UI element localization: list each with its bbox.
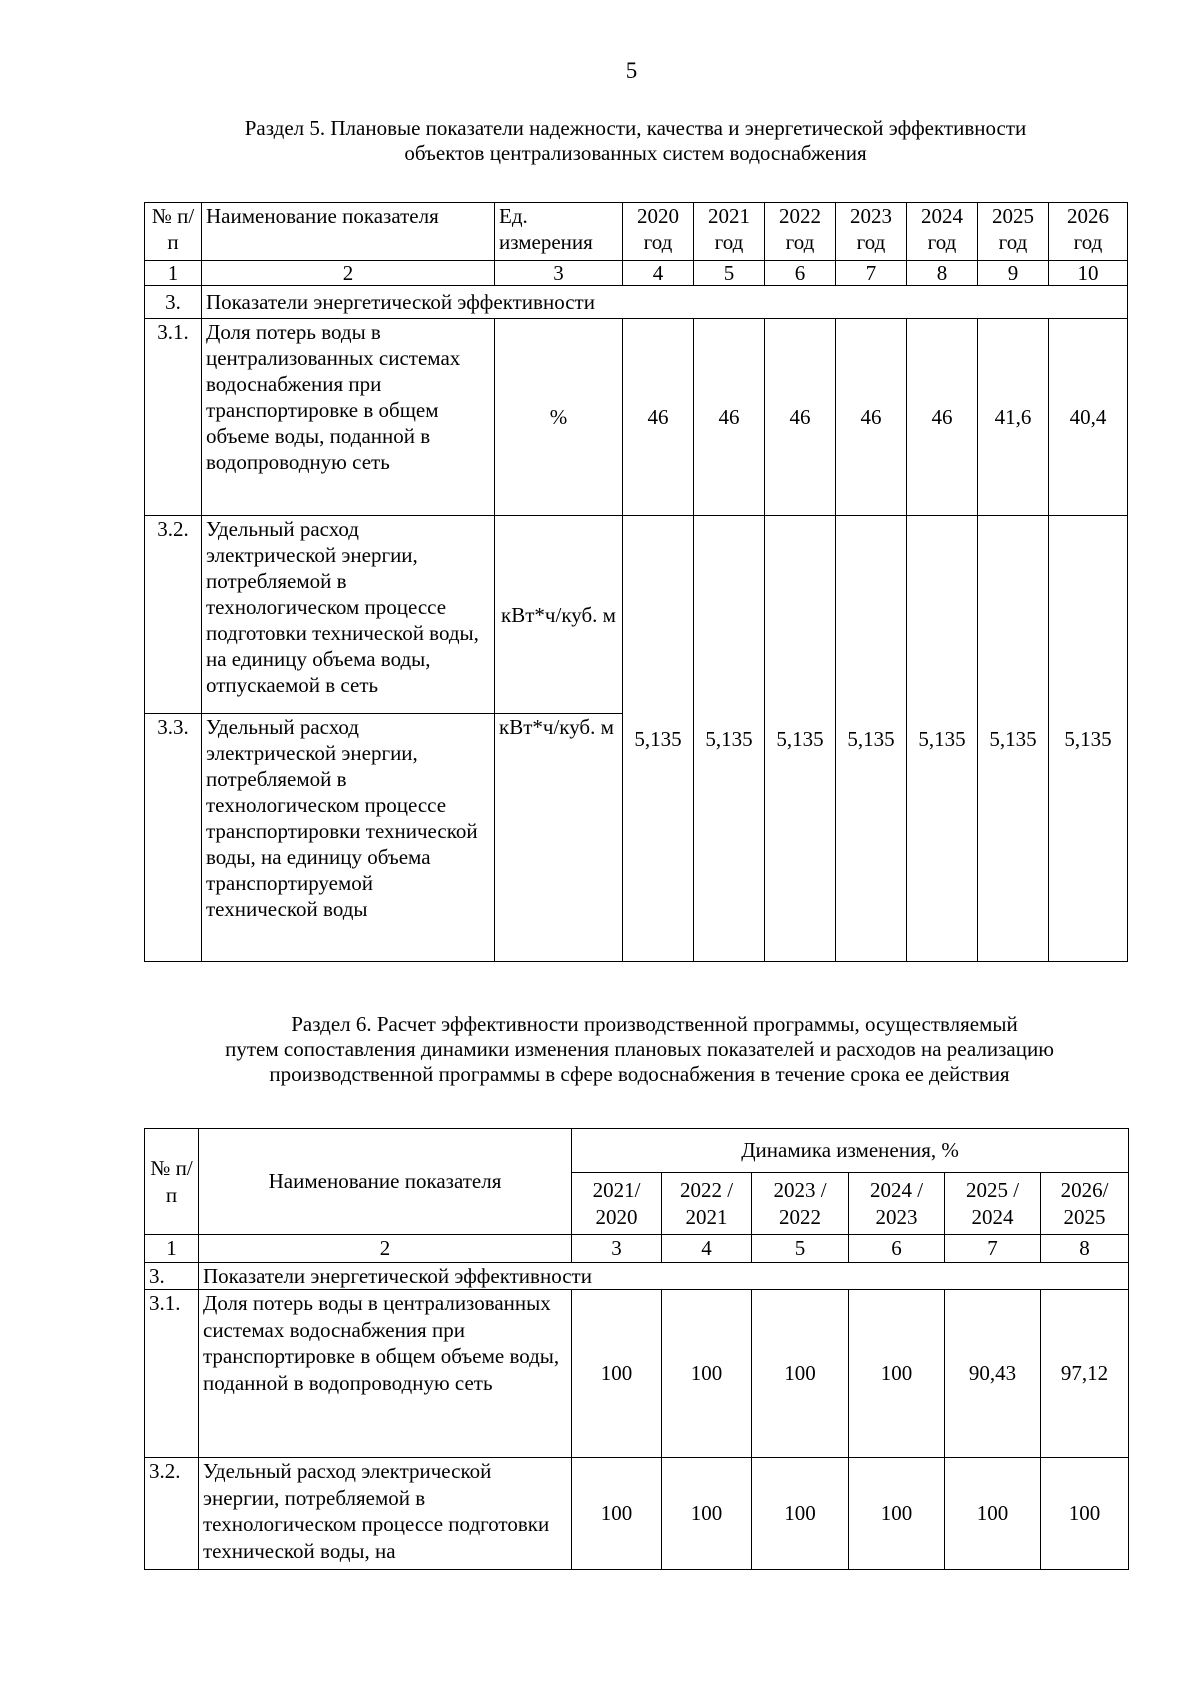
row-value: 46 <box>907 319 978 516</box>
header-period: 2025 / 2024 <box>945 1173 1041 1235</box>
row-name: Доля потерь воды в централизованных системах водоснабжения при транспортировке в общем объеме воды, поданной в водопроводную сеть <box>199 1290 572 1458</box>
column-number: 8 <box>1041 1235 1129 1263</box>
table-header-row <box>145 1129 1129 1173</box>
section5-title-line1: Раздел 5. Плановые показатели надежности, качества и энергетической эффективности <box>244 116 1027 140</box>
row-unit: кВт*ч/куб. м <box>495 714 623 962</box>
column-number-row <box>145 261 1128 286</box>
column-number-row <box>145 1235 1129 1263</box>
row-num: 3.3. <box>145 714 202 962</box>
row-value: 46 <box>623 319 694 516</box>
row-name: Удельный расход электрической энергии, потребляемой в технологическом процессе транспортировки технической воды, на единицу объема транспортируемой технической воды <box>202 714 495 962</box>
row-value: 100 <box>572 1458 662 1570</box>
header-period: 2026/ 2025 <box>1041 1173 1129 1235</box>
header-num: № п/п <box>145 203 202 261</box>
header-unit: Ед. измерения <box>495 203 623 261</box>
row-value: 100 <box>662 1290 752 1458</box>
group-row <box>145 1262 1129 1290</box>
section6-title-line1: Раздел 6. Расчет эффективности производственной программы, осуществляемый <box>291 1012 1018 1036</box>
group-num: 3. <box>145 1262 199 1290</box>
group-num: 3. <box>145 286 202 319</box>
row-value: 46 <box>765 319 836 516</box>
row-value: 90,43 <box>945 1290 1041 1458</box>
header-year: 2022 год <box>765 203 836 261</box>
column-number: 4 <box>623 261 694 286</box>
column-number: 3 <box>495 261 623 286</box>
section5-title-line2: объектов централизованных систем водоснабжения <box>404 141 867 165</box>
row-name: Удельный расход электрической энергии, потребляемой в технологическом процессе подготовки технической воды, на <box>199 1458 572 1570</box>
column-number: 4 <box>662 1235 752 1263</box>
row-num: 3.2. <box>145 516 202 714</box>
header-year: 2020 год <box>623 203 694 261</box>
row-value: 100 <box>662 1458 752 1570</box>
header-period: 2021/ 2020 <box>572 1173 662 1235</box>
header-year: 2026 год <box>1049 203 1128 261</box>
section5-title <box>144 116 1127 166</box>
column-number: 10 <box>1049 261 1128 286</box>
row-unit: кВт*ч/куб. м <box>495 516 623 714</box>
row-value: 100 <box>752 1290 849 1458</box>
column-number: 1 <box>145 261 202 286</box>
section6-title-line2: путем сопоставления динамики изменения плановых показателей и расходов на реализацию <box>225 1037 1054 1061</box>
page-number: 5 <box>625 58 638 83</box>
column-number: 6 <box>849 1235 945 1263</box>
column-number: 8 <box>907 261 978 286</box>
header-dynamics: Динамика изменения, % <box>572 1129 1129 1173</box>
header-name: Наименование показателя <box>202 203 495 261</box>
merged-value: 5,135 <box>765 516 836 962</box>
section6-table <box>144 1128 1129 1570</box>
column-number: 5 <box>694 261 765 286</box>
row-value: 97,12 <box>1041 1290 1129 1458</box>
header-year: 2021 год <box>694 203 765 261</box>
table-header-row <box>145 203 1128 261</box>
table-row <box>145 516 1128 714</box>
table-row <box>145 1290 1129 1458</box>
column-number: 2 <box>202 261 495 286</box>
row-unit: % <box>495 319 623 516</box>
row-value: 100 <box>849 1290 945 1458</box>
column-number: 7 <box>836 261 907 286</box>
row-name: Удельный расход электрической энергии, потребляемой в технологическом процессе подготовки технической воды, на единицу объема воды, отпускаемой в сеть <box>202 516 495 714</box>
column-number: 1 <box>145 1235 199 1263</box>
header-num: № п/п <box>145 1129 199 1235</box>
group-label: Показатели энергетической эффективности <box>202 286 1128 319</box>
column-number: 7 <box>945 1235 1041 1263</box>
row-num: 3.1. <box>145 319 202 516</box>
column-number: 3 <box>572 1235 662 1263</box>
header-period: 2023 / 2022 <box>752 1173 849 1235</box>
merged-value: 5,135 <box>1049 516 1128 962</box>
header-period: 2024 / 2023 <box>849 1173 945 1235</box>
row-value: 40,4 <box>1049 319 1128 516</box>
column-number: 6 <box>765 261 836 286</box>
row-num: 3.2. <box>145 1458 199 1570</box>
merged-value: 5,135 <box>694 516 765 962</box>
column-number: 9 <box>978 261 1049 286</box>
header-year: 2024 год <box>907 203 978 261</box>
row-value: 100 <box>752 1458 849 1570</box>
row-num: 3.1. <box>145 1290 199 1458</box>
merged-value: 5,135 <box>623 516 694 962</box>
row-value: 100 <box>572 1290 662 1458</box>
table-row <box>145 1458 1129 1570</box>
column-number: 5 <box>752 1235 849 1263</box>
header-year: 2025 год <box>978 203 1049 261</box>
row-value: 46 <box>694 319 765 516</box>
merged-value: 5,135 <box>978 516 1049 962</box>
row-name: Доля потерь воды в централизованных системах водоснабжения при транспортировке в общем объеме воды, поданной в водопроводную сеть <box>202 319 495 516</box>
merged-value: 5,135 <box>836 516 907 962</box>
section6-title-line3: производственной программы в сфере водоснабжения в течение срока ее действия <box>269 1062 1010 1086</box>
merged-value: 5,135 <box>907 516 978 962</box>
header-name: Наименование показателя <box>199 1129 572 1235</box>
row-value: 100 <box>945 1458 1041 1570</box>
column-number: 2 <box>199 1235 572 1263</box>
group-row <box>145 286 1128 319</box>
section5-table <box>144 202 1128 962</box>
header-year: 2023 год <box>836 203 907 261</box>
group-label: Показатели энергетической эффективности <box>199 1262 1129 1290</box>
row-value: 100 <box>1041 1458 1129 1570</box>
row-value: 46 <box>836 319 907 516</box>
section6-title <box>148 1012 1131 1087</box>
header-period: 2022 / 2021 <box>662 1173 752 1235</box>
row-value: 41,6 <box>978 319 1049 516</box>
row-value: 100 <box>849 1458 945 1570</box>
table-row <box>145 319 1128 516</box>
